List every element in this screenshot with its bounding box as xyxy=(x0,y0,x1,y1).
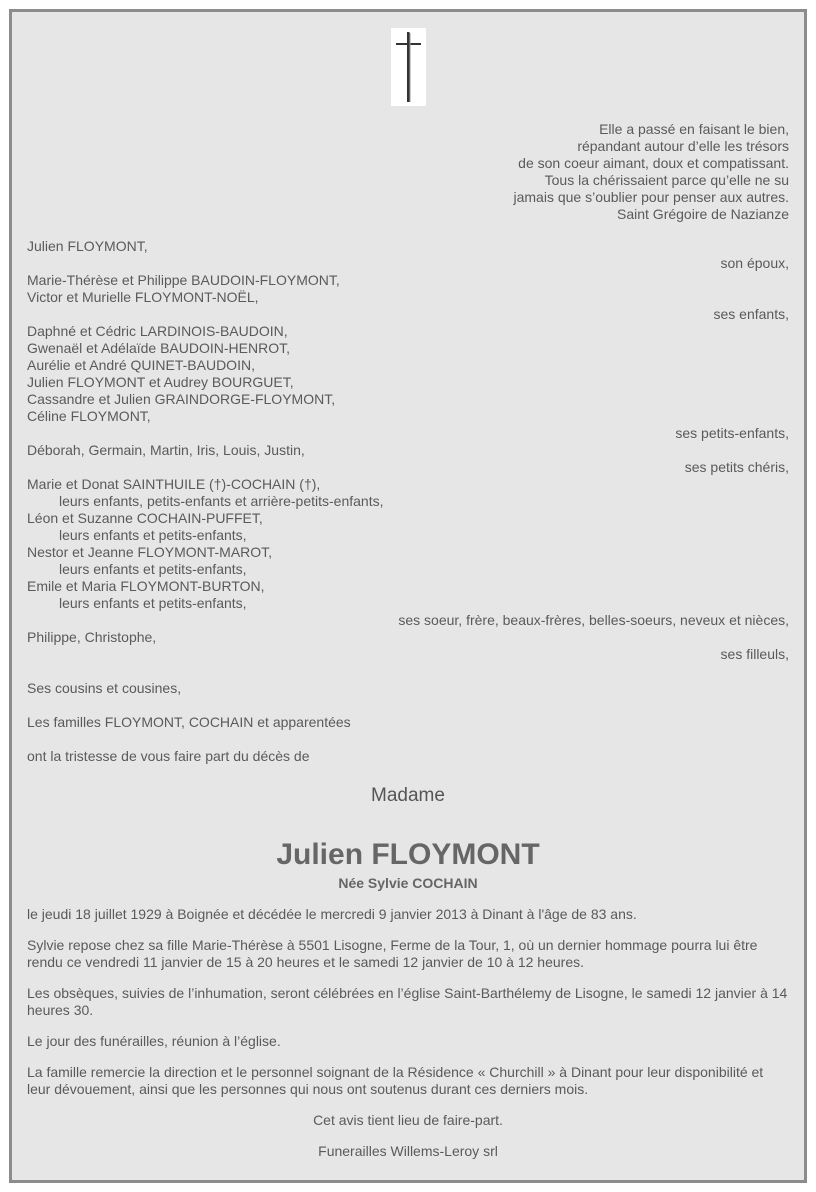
spouse: Julien FLOYMONT, xyxy=(27,238,148,254)
grandchild: Julien FLOYMONT et Audrey BOURGUET, xyxy=(27,374,294,390)
sibling-descendants: leurs enfants et petits-enfants, xyxy=(59,561,247,577)
birth-name: Née Sylvie COCHAIN xyxy=(338,875,478,891)
quote-line: jamais que s’oublier pour penser aux autres. xyxy=(513,189,789,205)
cross-icon-frame xyxy=(391,28,426,106)
sibling-descendants: leurs enfants et petits-enfants, xyxy=(59,595,247,611)
cross-icon xyxy=(391,28,426,106)
sibling: Nestor et Jeanne FLOYMONT-MAROT, xyxy=(27,544,273,560)
viewing-details: Sylvie repose chez sa fille Marie-Thérèse à 5501 Lisogne, Ferme de la Tour, 1, où un dernier hommage pourra lui être rendu ce vendredi 11 janvier de 15 à 20 heures et le samedi 12 janvier de 10 à 12 heures. xyxy=(27,937,758,970)
grandchildren-role: ses petits-enfants, xyxy=(675,425,789,441)
sibling: Léon et Suzanne COCHAIN-PUFFET, xyxy=(27,510,263,526)
little-ones: Déborah, Germain, Martin, Iris, Louis, Justin, xyxy=(27,442,305,458)
cousins: Ses cousins et cousines, xyxy=(27,680,182,696)
meeting-details: Le jour des funérailles, réunion à l’église. xyxy=(27,1033,281,1049)
grandchild: Aurélie et André QUINET-BAUDOIN, xyxy=(27,357,255,373)
grandchild: Cassandre et Julien GRAINDORGE-FLOYMONT, xyxy=(27,391,336,407)
quote-line: Elle a passé en faisant le bien, xyxy=(599,121,789,137)
epitaph-quote xyxy=(27,121,789,223)
little-ones-role: ses petits chéris, xyxy=(684,459,789,475)
child: Marie-Thérèse et Philippe BAUDOIN-FLOYMONT, xyxy=(27,272,340,288)
families: Les familles FLOYMONT, COCHAIN et apparentées xyxy=(27,714,351,730)
quote-author: Saint Grégoire de Nazianze xyxy=(617,206,789,222)
sibling-descendants: leurs enfants, petits-enfants et arrière-petits-enfants, xyxy=(59,493,384,509)
deceased-name: Julien FLOYMONT xyxy=(276,838,540,871)
family-list xyxy=(27,238,789,765)
quote-line: de son coeur aimant, doux et compatissant. xyxy=(518,155,789,171)
godchildren: Philippe, Christophe, xyxy=(27,629,157,645)
grandchild: Daphné et Cédric LARDINOIS-BAUDOIN, xyxy=(27,323,288,339)
death-details: le jeudi 18 juillet 1929 à Boignée et décédée le mercredi 9 janvier 2013 à Dinant à l'âge de 83 ans. xyxy=(27,906,637,922)
grandchild: Gwenaël et Adélaïde BAUDOIN-HENROT, xyxy=(27,340,290,356)
notice-line: Cet avis tient lieu de faire-part. xyxy=(313,1112,503,1128)
honorific: Madame xyxy=(371,785,445,806)
quote-line: répandant autour d’elle les trésors xyxy=(577,138,789,154)
announcement: ont la tristesse de vous faire part du décès de xyxy=(27,748,310,764)
obituary-card xyxy=(9,9,807,1183)
funeral-home: Funerailles Willems-Leroy srl xyxy=(318,1143,498,1159)
spouse-role: son époux, xyxy=(720,255,789,271)
sibling: Emile et Maria FLOYMONT-BURTON, xyxy=(27,578,265,594)
siblings-role: ses soeur, frère, beaux-frères, belles-soeurs, neveux et nièces, xyxy=(398,612,789,628)
child: Victor et Murielle FLOYMONT-NOËL, xyxy=(27,289,259,305)
grandchild: Céline FLOYMONT, xyxy=(27,408,151,424)
thanks-paragraph: La famille remercie la direction et le personnel soignant de la Résidence « Churchill » à Dinant pour leur disponibilité et leur dévouement, ainsi que les personnes qui nous ont soutenus durant ces derniers mois. xyxy=(27,1064,764,1097)
announcement-body xyxy=(27,906,789,1174)
children-role: ses enfants, xyxy=(713,306,789,322)
quote-line: Tous la chérissaient parce qu’elle ne su xyxy=(544,172,789,188)
sibling: Marie et Donat SAINTHUILE (†)-COCHAIN (†), xyxy=(27,476,321,492)
godchildren-role: ses filleuls, xyxy=(720,646,789,662)
sibling-descendants: leurs enfants et petits-enfants, xyxy=(59,527,247,543)
funeral-details: Les obsèques, suivies de l’inhumation, seront célébrées en l’église Saint-Barthélemy de Lisogne, le samedi 12 janvier à 14 heures 30. xyxy=(27,985,788,1018)
